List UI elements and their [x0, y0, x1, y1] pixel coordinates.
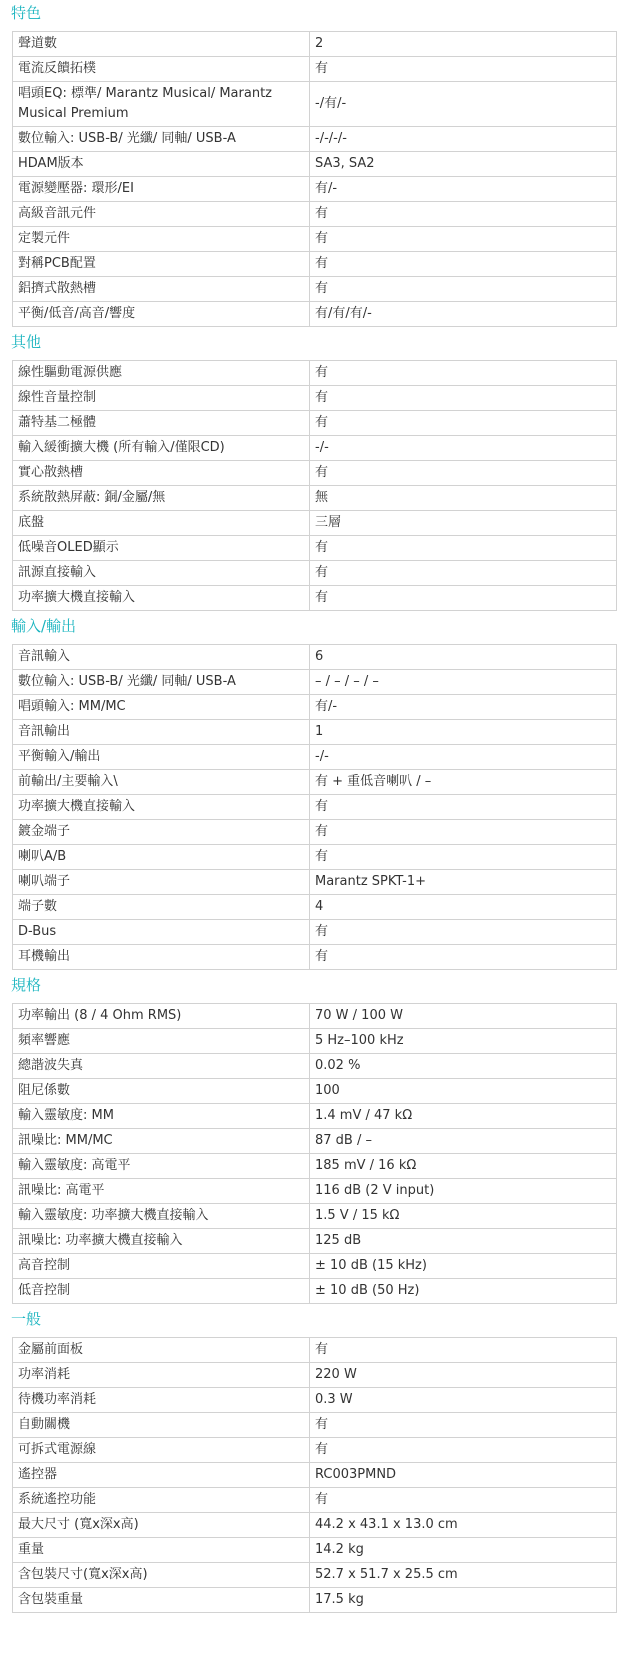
spec-value: 有 — [310, 1438, 617, 1463]
spec-section — [0, 616, 627, 970]
spec-value: 有 — [310, 411, 617, 436]
table-row — [13, 845, 617, 870]
spec-value: 無 — [310, 486, 617, 511]
spec-value: 0.3 W — [310, 1388, 617, 1413]
spec-label: 待機功率消耗 — [13, 1388, 310, 1413]
spec-table — [12, 1003, 617, 1304]
table-row — [13, 1488, 617, 1513]
table-row — [13, 1004, 617, 1029]
spec-value: 有 — [310, 277, 617, 302]
table-row — [13, 795, 617, 820]
spec-label: 系統遙控功能 — [13, 1488, 310, 1513]
spec-value: 有/- — [310, 695, 617, 720]
table-row — [13, 1588, 617, 1613]
spec-value: 1.5 V / 15 kΩ — [310, 1204, 617, 1229]
spec-label: 數位輸入: USB-B/ 光纖/ 同軸/ USB-A — [13, 127, 310, 152]
spec-value: – / – / – / – — [310, 670, 617, 695]
spec-value: 有 — [310, 1338, 617, 1363]
spec-label: 聲道數 — [13, 32, 310, 57]
spec-value: 有 + 重低音喇叭 / – — [310, 770, 617, 795]
table-row — [13, 945, 617, 970]
spec-table — [12, 644, 617, 970]
table-row — [13, 152, 617, 177]
table-row — [13, 1513, 617, 1538]
spec-value: -/有/- — [310, 82, 617, 127]
section-title: 規格 — [11, 976, 42, 994]
table-row — [13, 461, 617, 486]
table-row — [13, 177, 617, 202]
spec-value: 有 — [310, 386, 617, 411]
table-row — [13, 586, 617, 611]
table-row — [13, 770, 617, 795]
spec-section — [0, 1309, 627, 1613]
spec-value: 有 — [310, 561, 617, 586]
spec-label: 定製元件 — [13, 227, 310, 252]
spec-value: 87 dB / – — [310, 1129, 617, 1154]
spec-table — [12, 1337, 617, 1613]
spec-label: 耳機輸出 — [13, 945, 310, 970]
spec-label: 輸入靈敏度: 功率擴大機直接輸入 — [13, 1204, 310, 1229]
spec-label: 數位輸入: USB-B/ 光纖/ 同軸/ USB-A — [13, 670, 310, 695]
table-row — [13, 561, 617, 586]
spec-value: 有 — [310, 227, 617, 252]
table-row — [13, 1279, 617, 1304]
spec-table — [12, 360, 617, 611]
spec-label: 電源變壓器: 環形/EI — [13, 177, 310, 202]
table-row — [13, 720, 617, 745]
table-row — [13, 1104, 617, 1129]
spec-label: 前輸出/主要輸入\ — [13, 770, 310, 795]
spec-value: 有 — [310, 57, 617, 82]
table-row — [13, 1204, 617, 1229]
spec-table — [12, 31, 617, 327]
spec-section — [0, 3, 627, 327]
spec-value: -/- — [310, 745, 617, 770]
section-title: 一般 — [11, 1310, 42, 1328]
spec-label: 遙控器 — [13, 1463, 310, 1488]
spec-label: 電流反饋拓樸 — [13, 57, 310, 82]
table-row — [13, 1154, 617, 1179]
spec-label: 底盤 — [13, 511, 310, 536]
table-row — [13, 511, 617, 536]
spec-label: 蕭特基二極體 — [13, 411, 310, 436]
table-row — [13, 1563, 617, 1588]
table-row — [13, 1179, 617, 1204]
table-row — [13, 82, 617, 127]
spec-label: 總諧波失真 — [13, 1054, 310, 1079]
spec-value: 100 — [310, 1079, 617, 1104]
spec-value: 2 — [310, 32, 617, 57]
spec-value: Marantz SPKT-1+ — [310, 870, 617, 895]
spec-value: 14.2 kg — [310, 1538, 617, 1563]
spec-value: 有 — [310, 1488, 617, 1513]
table-row — [13, 745, 617, 770]
spec-value: 有 — [310, 586, 617, 611]
spec-label: 低音控制 — [13, 1279, 310, 1304]
spec-value: 有 — [310, 202, 617, 227]
table-row — [13, 1363, 617, 1388]
table-row — [13, 1388, 617, 1413]
spec-label: 低噪音OLED顯示 — [13, 536, 310, 561]
table-row — [13, 32, 617, 57]
section-title: 特色 — [11, 4, 42, 22]
spec-label: 重量 — [13, 1538, 310, 1563]
spec-label: 訊源直接輸入 — [13, 561, 310, 586]
table-row — [13, 1438, 617, 1463]
spec-value: 有 — [310, 945, 617, 970]
spec-value: 52.7 x 51.7 x 25.5 cm — [310, 1563, 617, 1588]
spec-label: 阻尼係數 — [13, 1079, 310, 1104]
spec-label: 高級音訊元件 — [13, 202, 310, 227]
spec-label: 頻率響應 — [13, 1029, 310, 1054]
spec-value: 1.4 mV / 47 kΩ — [310, 1104, 617, 1129]
spec-value: 有 — [310, 461, 617, 486]
table-row — [13, 436, 617, 461]
table-row — [13, 1029, 617, 1054]
spec-label: 喇叭端子 — [13, 870, 310, 895]
spec-value: SA3, SA2 — [310, 152, 617, 177]
spec-value: -/-/-/- — [310, 127, 617, 152]
table-row — [13, 670, 617, 695]
spec-value: 有 — [310, 252, 617, 277]
spec-value: 220 W — [310, 1363, 617, 1388]
spec-value: 有/- — [310, 177, 617, 202]
spec-label: 線性音量控制 — [13, 386, 310, 411]
table-row — [13, 820, 617, 845]
table-row — [13, 1129, 617, 1154]
spec-label: 對稱PCB配置 — [13, 252, 310, 277]
table-row — [13, 1538, 617, 1563]
table-row — [13, 252, 617, 277]
spec-label: 訊噪比: 高電平 — [13, 1179, 310, 1204]
spec-label: 高音控制 — [13, 1254, 310, 1279]
spec-label: 唱頭輸入: MM/MC — [13, 695, 310, 720]
section-title: 輸入/輸出 — [11, 617, 77, 635]
spec-value: 17.5 kg — [310, 1588, 617, 1613]
spec-value: -/- — [310, 436, 617, 461]
table-row — [13, 57, 617, 82]
spec-label: 含包裝重量 — [13, 1588, 310, 1613]
table-row — [13, 1054, 617, 1079]
spec-label: 實心散熱槽 — [13, 461, 310, 486]
spec-value: 1 — [310, 720, 617, 745]
spec-value: 有/有/有/- — [310, 302, 617, 327]
spec-label: HDAM版本 — [13, 152, 310, 177]
spec-label: 訊噪比: 功率擴大機直接輸入 — [13, 1229, 310, 1254]
spec-value: 有 — [310, 795, 617, 820]
spec-value: ± 10 dB (15 kHz) — [310, 1254, 617, 1279]
table-row — [13, 695, 617, 720]
spec-value: 有 — [310, 820, 617, 845]
spec-label: 平衡/低音/高音/響度 — [13, 302, 310, 327]
spec-label: 輸入緩衝擴大機 (所有輸入/僅限CD) — [13, 436, 310, 461]
spec-label: 輸入靈敏度: MM — [13, 1104, 310, 1129]
spec-label: 鍍金端子 — [13, 820, 310, 845]
spec-value: 125 dB — [310, 1229, 617, 1254]
spec-value: 0.02 % — [310, 1054, 617, 1079]
table-row — [13, 127, 617, 152]
spec-value: 44.2 x 43.1 x 13.0 cm — [310, 1513, 617, 1538]
table-row — [13, 1463, 617, 1488]
table-row — [13, 1413, 617, 1438]
spec-value: 6 — [310, 645, 617, 670]
table-row — [13, 1338, 617, 1363]
spec-value: 70 W / 100 W — [310, 1004, 617, 1029]
spec-label: 鋁擠式散熱槽 — [13, 277, 310, 302]
spec-value: 三層 — [310, 511, 617, 536]
spec-label: 訊噪比: MM/MC — [13, 1129, 310, 1154]
table-row — [13, 870, 617, 895]
spec-value: 5 Hz–100 kHz — [310, 1029, 617, 1054]
spec-label: 平衡輸入/輸出 — [13, 745, 310, 770]
spec-value: 有 — [310, 361, 617, 386]
spec-section — [0, 975, 627, 1304]
spec-label: 音訊輸入 — [13, 645, 310, 670]
spec-label: 含包裝尺寸(寬x深x高) — [13, 1563, 310, 1588]
table-row — [13, 920, 617, 945]
spec-label: D-Bus — [13, 920, 310, 945]
table-row — [13, 1229, 617, 1254]
spec-label: 最大尺寸 (寬x深x高) — [13, 1513, 310, 1538]
spec-label: 功率擴大機直接輸入 — [13, 586, 310, 611]
section-title: 其他 — [11, 333, 42, 351]
spec-value: 185 mV / 16 kΩ — [310, 1154, 617, 1179]
table-row — [13, 302, 617, 327]
table-row — [13, 536, 617, 561]
table-row — [13, 202, 617, 227]
spec-label: 系統散熱屏蔽: 銅/金屬/無 — [13, 486, 310, 511]
table-row — [13, 1079, 617, 1104]
spec-label: 功率擴大機直接輸入 — [13, 795, 310, 820]
table-row — [13, 645, 617, 670]
spec-section — [0, 332, 627, 611]
spec-label: 唱頭EQ: 標準/ Marantz Musical/ Marantz Musical Premium — [13, 82, 310, 127]
spec-label: 喇叭A/B — [13, 845, 310, 870]
spec-value: RC003PMND — [310, 1463, 617, 1488]
spec-value: ± 10 dB (50 Hz) — [310, 1279, 617, 1304]
table-row — [13, 277, 617, 302]
spec-value: 116 dB (2 V input) — [310, 1179, 617, 1204]
spec-label: 功率輸出 (8 / 4 Ohm RMS) — [13, 1004, 310, 1029]
table-row — [13, 386, 617, 411]
table-row — [13, 486, 617, 511]
spec-value: 有 — [310, 845, 617, 870]
table-row — [13, 411, 617, 436]
spec-label: 輸入靈敏度: 高電平 — [13, 1154, 310, 1179]
spec-value: 有 — [310, 536, 617, 561]
spec-label: 端子數 — [13, 895, 310, 920]
spec-label: 可拆式電源線 — [13, 1438, 310, 1463]
spec-value: 有 — [310, 920, 617, 945]
table-row — [13, 895, 617, 920]
spec-label: 自動關機 — [13, 1413, 310, 1438]
spec-label: 音訊輸出 — [13, 720, 310, 745]
table-row — [13, 361, 617, 386]
spec-value: 有 — [310, 1413, 617, 1438]
table-row — [13, 227, 617, 252]
spec-value: 4 — [310, 895, 617, 920]
spec-label: 線性驅動電源供應 — [13, 361, 310, 386]
spec-label: 功率消耗 — [13, 1363, 310, 1388]
spec-label: 金屬前面板 — [13, 1338, 310, 1363]
table-row — [13, 1254, 617, 1279]
